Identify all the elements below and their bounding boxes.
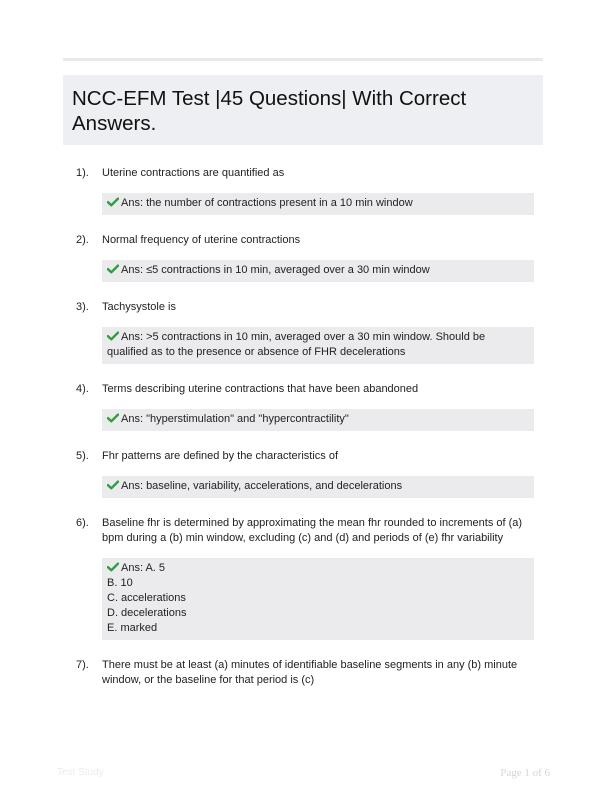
answer-text: Ans: the number of contractions present in a 10 min window (121, 197, 413, 209)
question-row (63, 449, 543, 464)
question-item (63, 449, 543, 498)
answer-line (107, 576, 528, 591)
answer-text: C. accelerations (107, 592, 186, 604)
question-row (63, 658, 543, 688)
question-row (63, 516, 543, 546)
footer-watermark: Test Study (57, 767, 104, 778)
question-number: 3). (76, 301, 89, 313)
page-number: Page 1 of 6 (500, 767, 550, 779)
answer-text: Ans: baseline, variability, accelerations, and decelerations (121, 480, 403, 492)
answer-text: Ans: >5 contractions in 10 min, averaged over a 30 min window. Should be qualified as to the presence or absence of FHR decelerations (107, 331, 486, 358)
checkmark-icon (107, 413, 119, 423)
question-item (63, 516, 543, 640)
question-list (63, 166, 543, 706)
answer-box (102, 193, 534, 215)
answer-box (102, 327, 534, 364)
answer-box (102, 260, 534, 282)
answer-text: Ans: A. 5 (121, 562, 166, 574)
question-item (63, 166, 543, 215)
question-text: Uterine contractions are quantified as (102, 167, 285, 179)
question-text: Tachysystole is (102, 301, 176, 313)
checkmark-icon (107, 264, 119, 274)
answer-line (107, 263, 528, 278)
question-number: 4). (76, 383, 89, 395)
question-row (63, 382, 543, 397)
answer-box (102, 409, 534, 431)
answer-text: Ans: ≤5 contractions in 10 min, averaged over a 30 min window (121, 264, 430, 276)
question-number: 6). (76, 517, 89, 529)
question-number: 2). (76, 234, 89, 246)
question-row (63, 233, 543, 248)
question-number: 7). (76, 659, 89, 671)
question-text: Fhr patterns are defined by the characteristics of (102, 450, 339, 462)
title-banner (63, 75, 543, 145)
question-number: 1). (76, 167, 89, 179)
question-item (63, 382, 543, 431)
question-item (63, 300, 543, 364)
answer-text: Ans: "hyperstimulation" and "hypercontractility" (121, 413, 349, 425)
question-text: Terms describing uterine contractions that have been abandoned (102, 383, 419, 395)
answer-line (107, 591, 528, 606)
answer-line (107, 561, 528, 576)
question-row (63, 300, 543, 315)
answer-text: D. decelerations (107, 607, 187, 619)
checkmark-icon (107, 480, 119, 490)
checkmark-icon (107, 562, 119, 572)
question-text: Normal frequency of uterine contractions (102, 234, 301, 246)
answer-text: B. 10 (107, 577, 133, 589)
answer-text: E. marked (107, 622, 158, 634)
question-number: 5). (76, 450, 89, 462)
answer-line (107, 621, 528, 636)
checkmark-icon (107, 197, 119, 207)
top-divider (63, 58, 543, 61)
question-text: There must be at least (a) minutes of identifiable baseline segments in any (b) minute window, or the baseline for that period is (c) (102, 659, 518, 686)
answer-line (107, 196, 528, 211)
question-row (63, 166, 543, 181)
answer-box (102, 558, 534, 640)
question-text: Baseline fhr is determined by approximating the mean fhr rounded to increments of (a) bpm during a (b) min window, excluding (c) and (d) and periods of (e) fhr variability (102, 517, 523, 544)
question-item (63, 233, 543, 282)
checkmark-icon (107, 331, 119, 341)
answer-line (107, 606, 528, 621)
answer-line (107, 412, 528, 427)
page-title: NCC-EFM Test |45 Questions| With Correct Answers. (72, 87, 467, 135)
question-item (63, 658, 543, 688)
answer-box (102, 476, 534, 498)
answer-line (107, 479, 528, 494)
answer-line (107, 330, 528, 360)
